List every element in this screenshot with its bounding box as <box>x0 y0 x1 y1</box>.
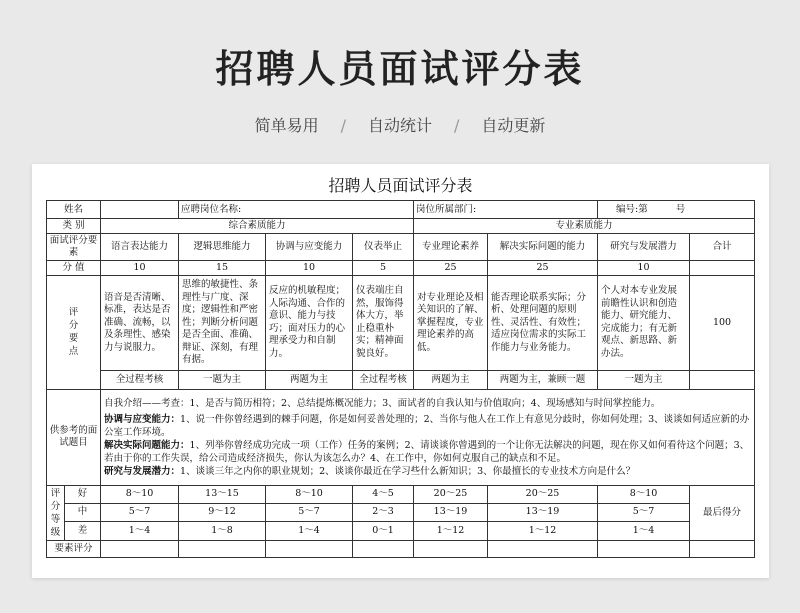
grade-range: 1～12 <box>414 522 488 540</box>
elements-score-cell[interactable] <box>101 540 179 557</box>
category-general: 综合素质能力 <box>101 219 414 234</box>
score-value: 10 <box>266 261 353 276</box>
method-text: 一题为主 <box>598 370 690 389</box>
total-label: 合计 <box>690 234 755 261</box>
elements-score-cell[interactable] <box>353 540 414 557</box>
final-score-value[interactable] <box>690 540 755 557</box>
grade-range: 1～4 <box>101 522 179 540</box>
elements-label: 面试评分要素 <box>47 234 101 261</box>
tagline-auto-update: 自动更新 <box>481 116 546 135</box>
grade-range: 9～12 <box>179 503 266 521</box>
final-score-label: 最后得分 <box>690 485 755 540</box>
grade-range: 1～4 <box>266 522 353 540</box>
tagline-easy: 简单易用 <box>254 116 319 135</box>
elements-score-cell[interactable] <box>414 540 488 557</box>
grade-range: 5～7 <box>598 503 690 521</box>
question-group <box>104 413 751 439</box>
grade-level: 中 <box>65 503 101 521</box>
question-text: 1、列举你曾经成功完成一项（工作）任务的案例；2、请谈谈你曾遇到的一个让你无法解决的问题，现在你又如何看待这个问题；3、若由于你的工作失误，给公司造成经济损失，你认为该怎么办？4、在工作中，你如何克服自己的缺点和不足。 <box>104 439 750 464</box>
grade-range: 2～3 <box>353 503 414 521</box>
key-point-text: 对专业理论及相关知识的了解、掌握程度，专业理论素养的高低。 <box>414 276 488 371</box>
key-point-text: 语音是否清晰、标准，表达是否准确、流畅，以及条理性、感染力与说服力。 <box>101 276 179 371</box>
blank-cell <box>690 261 755 276</box>
elements-score-cell[interactable] <box>179 540 266 557</box>
feature-tagline <box>0 113 800 136</box>
grade-range: 1～12 <box>488 522 598 540</box>
elements-score-cell[interactable] <box>266 540 353 557</box>
sheet-title: 招聘人员面试评分表 <box>328 176 473 195</box>
score-value: 25 <box>488 261 598 276</box>
element-appearance: 仪表举止 <box>353 234 414 261</box>
key-point-text: 能否理论联系实际；分析、处理问题的原则性、灵活性、有效性；适应岗位需求的实际工作能力与业务能力。 <box>488 276 598 371</box>
method-text: 两题为主 <box>414 370 488 389</box>
question-text: 1、说一件你曾经遇到的棘手问题，你是如何妥善处理的；2、当你与他人在工作上有意见分歧时，你如何处理；3、谈谈如何适应新的办公室工作环境。 <box>104 413 750 438</box>
elements-score-cell[interactable] <box>598 540 690 557</box>
grade-range: 8～10 <box>266 485 353 503</box>
elements-score-cell[interactable] <box>488 540 598 557</box>
method-text: 两题为主，兼顾一题 <box>488 370 598 389</box>
key-point-text: 反应的机敏程度；人际沟通、合作的意识、能力与技巧；面对压力的心理承受力和自制力。 <box>266 276 353 371</box>
grade-range: 13～19 <box>414 503 488 521</box>
grades-label: 评分等级 <box>47 485 65 540</box>
element-theory: 专业理论素养 <box>414 234 488 261</box>
element-logic: 逻辑思维能力 <box>179 234 266 261</box>
number-field[interactable] <box>598 201 755 219</box>
score-value: 5 <box>353 261 414 276</box>
question-text: 1、谈谈三年之内你的职业规划；2、谈谈你最近在学习些什么新知识；3、你最擅长的专业技术方向是什么？ <box>180 465 636 477</box>
category-label: 类 别 <box>47 219 101 234</box>
tagline-separator: / <box>340 116 346 135</box>
key-point-text: 仪表端庄自然，服饰得体大方，举止稳重朴实；精神面貌良好。 <box>353 276 414 371</box>
method-text: 全过程考核 <box>353 370 414 389</box>
blank-cell <box>690 370 755 389</box>
questions-label: 供参考的面试题目 <box>47 389 101 485</box>
number-suffix: 号 <box>675 203 686 215</box>
name-label: 姓名 <box>47 201 101 219</box>
score-value: 15 <box>179 261 266 276</box>
question-group <box>104 465 751 478</box>
score-value: 10 <box>598 261 690 276</box>
total-score: 100 <box>690 276 755 371</box>
grade-range: 8～10 <box>598 485 690 503</box>
dept-field[interactable]: 岗位所属部门: <box>414 201 598 219</box>
score-value: 25 <box>414 261 488 276</box>
grade-range: 20～25 <box>488 485 598 503</box>
number-label: 编号:第 <box>616 203 648 215</box>
position-field[interactable]: 应聘岗位名称: <box>179 201 414 219</box>
method-text: 两题为主 <box>266 370 353 389</box>
question-title: 解决实际问题能力： <box>104 439 190 451</box>
grade-range: 13～19 <box>488 503 598 521</box>
grade-range: 13～15 <box>179 485 266 503</box>
element-research: 研究与发展潜力 <box>598 234 690 261</box>
tagline-separator: / <box>454 116 460 135</box>
element-language: 语言表达能力 <box>101 234 179 261</box>
element-coordination: 协调与应变能力 <box>266 234 353 261</box>
grade-range: 4～5 <box>353 485 414 503</box>
grade-range: 1～8 <box>179 522 266 540</box>
grade-level: 差 <box>65 522 101 540</box>
category-professional: 专业素质能力 <box>414 219 755 234</box>
question-title: 研究与发展潜力： <box>104 465 181 477</box>
tagline-auto-stats: 自动统计 <box>367 116 432 135</box>
grade-range: 5～7 <box>266 503 353 521</box>
score-value: 10 <box>101 261 179 276</box>
question-title: 协调与应变能力： <box>104 413 181 425</box>
score-table <box>46 200 755 558</box>
grade-range: 20～25 <box>414 485 488 503</box>
method-text: 全过程考核 <box>101 370 179 389</box>
page-title: 招聘人员面试评分表 <box>215 47 585 91</box>
grade-range: 1～4 <box>598 522 690 540</box>
question-group <box>104 439 751 465</box>
method-text: 一题为主 <box>179 370 266 389</box>
key-point-text: 个人对本专业发展前瞻性认识和创造能力、研究能力、完成能力；有无新观点、新思路、新办法。 <box>598 276 690 371</box>
key-points-label: 评分要点 <box>47 276 101 390</box>
key-point-text: 思维的敏捷性、条理性与广度、深度；逻辑性和严密性；判断分析问题是否全面、准确、辩证、深刻，有理有据。 <box>179 276 266 371</box>
grade-range: 0～1 <box>353 522 414 540</box>
elements-score-label: 要素评分 <box>47 540 101 557</box>
question-intro: 自我介绍——考查：1、是否与简历相符；2、总结提炼概况能力；3、面试者的自我认知与价值取向；4、现场感知与时间掌控能力。 <box>104 397 661 409</box>
questions-text <box>101 389 755 485</box>
score-sheet <box>32 164 769 578</box>
grade-level: 好 <box>65 485 101 503</box>
scores-label: 分 值 <box>47 261 101 276</box>
grade-range: 8～10 <box>101 485 179 503</box>
grade-range: 5～7 <box>101 503 179 521</box>
element-problem-solving: 解决实际问题的能力 <box>488 234 598 261</box>
name-value[interactable] <box>101 201 179 219</box>
